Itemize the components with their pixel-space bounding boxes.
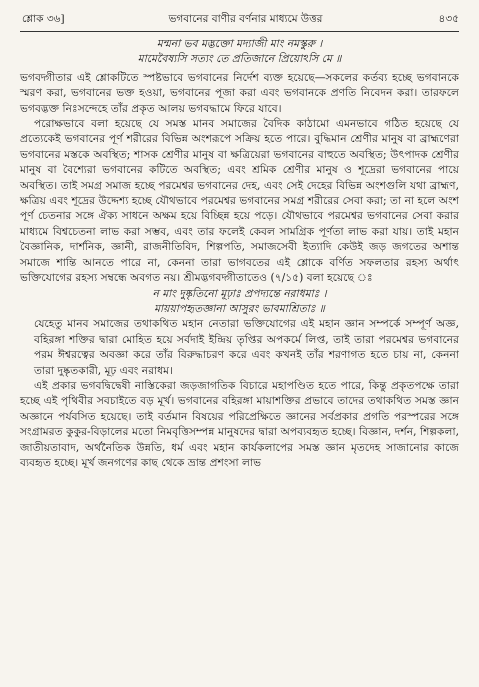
page-body (20, 36, 459, 470)
verse-line: মামেবৈষ্যসি সত্যং তে প্রতিজানে প্রিয়োঽসি মে ॥ (137, 52, 342, 66)
verse-line: মন্মনা ভব মদ্ভক্তো মদ্যাজী মাং নমস্কুরু । (156, 37, 323, 50)
verse-line: মায়য়াপহৃতজ্ঞানা আসুরং ভাবমাশ্রিতাঃ ॥ (154, 301, 325, 315)
paragraph: এই প্রকার ভগবদ্বিদ্বেষী নাস্তিকেরা জড়জাগতিক বিচারে মহাপণ্ডিত হতে পারে, কিন্তু প্রকৃতপক্ষে তারা হচ্ছে এই পৃথিবীর সবচাইতে বড় মূর্খ। ভগবানের বহিরঙ্গা মায়াশক্তির প্রভাবে তাদের তথাকথিত সমস্ত জ্ঞান অজ্ঞানে পর্যবসিত হয়েছে। তাই বর্তমান বিষয়ের পরিপ্রেক্ষিতে জ্ঞানের সর্বপ্রকার প্রগতি পরস্পরের সঙ্গে সংগ্রামরত কুকুর-বিড়ালের মতো নিমবৃত্তিসম্পন্ন মানুষদের দ্বারা অপব্যবহৃত হচ্ছে। বিজ্ঞান, দর্শন, শিল্পকলা, জাতীয়তাবাদ, অর্থনৈতিক উন্নতি, ধর্ম এবং মহান কার্যকলাপের সমস্ত জ্ঞান মৃতদেহ সাজানোর কাজে ব্যবহৃত হচ্ছে। মূর্খ জনগণের কাছ থেকে ভ্রান্ত প্রশংসা লাভ (20, 378, 459, 469)
header-divider (20, 31, 459, 32)
verse-line: ন মাং দুষ্কৃতিনো মূঢ়াঃ প্রপদ্যন্তে নরাধমাঃ । (152, 286, 327, 300)
paragraph: পরোক্ষভাবে বলা হয়েছে যে সমস্ত মানব সমাজের বৈদিক কাঠামো এমনভাবে গঠিত হয়েছে যে প্রত্যেকেই ভগবানের পূর্ণ শরীরের বিভিন্ন অংশরূপে সক্রিয় হতে পারে। বুদ্ধিমান শ্রেণীর মানুষ বা ব্রাহ্মণেরা ভগবানের মস্তকে অবস্থিত; শাসক শ্রেণীর মানুষ বা ক্ষত্রিয়েরা ভগবানের বাহুতে অবস্থিত; উৎপাদক শ্রেণীর মানুষ বা বৈশ্যেরা ভগবানের কটিতে অবস্থিত; এবং শ্রমিক শ্রেণীর মানুষ ও শূদ্রেরা ভগবানের পায়ে অবস্থিত। তাই সমগ্র সমাজ হচ্ছে পরমেশ্বর ভগবানের দেহ, এবং সেই দেহের বিভিন্ন অংশগুলি যথা ব্রাহ্মণ, ক্ষত্রিয় এবং শূদ্রের উদ্দেশ্য হচ্ছে যৌথভাবে পরমেশ্বর ভগবানের সমগ্র শরীরের সেবা করা; তা না হলে অংশ পূর্ণ চেতনার সঙ্গে ঐক্য সাধনে অক্ষম হয়ে বিচ্ছিন্ন হয়ে পড়ে। যৌথভাবে পরমেশ্বর ভগবানের সেবা করার মাধ্যমে বিশ্বচেতনা লাভ করা সম্ভব, এবং তার ফলেই কেবল সামগ্রিক পূর্ণতা লাভ করা যায়। তাই মহান বৈজ্ঞানিক, দার্শনিক, জ্ঞানী, রাজনীতিবিদ, শিল্পপতি, সমাজসেবী ইত্যাদি কেউই জড় জগতের অশান্ত সমাজে শান্তি আনতে পারে না, কেননা তারা ভাগবতের এই শ্লোকে বর্ণিত সফলতার রহস্য অর্থাৎ ভক্তিযোগের রহস্য সম্বন্ধে অবগত নয়। শ্রীমদ্ভগবদ্গীতাতেও (৭/১৫) বলা হয়েছে ঃ (20, 117, 459, 285)
running-header (22, 10, 459, 30)
chapter-title: ভগবানের বাণীর বর্ণনার মাধ্যমে উত্তর (168, 12, 323, 25)
paragraph: যেহেতু মানব সমাজের তথাকথিত মহান নেতারা ভক্তিযোগের এই মহান জ্ঞান সম্পর্কে সম্পূর্ণ অজ্ঞ, বহিরঙ্গা শক্তির দ্বারা মোহিত হয়ে সর্বদাই ইন্দ্রিয় তৃপ্তির অপকর্মে লিপ্ত, তাই তারা পরমেশ্বর ভগবানের পরম ঈশ্বরত্বের অবজ্ঞা করে তাঁর বিরুদ্ধাচরণ করে এবং কখনই তাঁর শরণাগত হতে চায় না, কেননা তারা দুষ্কৃতকারী, মূঢ় এবং নরাধম। (34, 317, 459, 377)
paragraph: ভগবদ্গীতার এই শ্লোকটিতে স্পষ্টভাবে ভগবানের নির্দেশ ব্যক্ত হয়েছে—সকলের কর্তব্য হচ্ছে ভগবানকে স্মরণ করা, ভগবানের ভক্ত হওয়া, ভগবানের পূজা করা এবং ভগবানকে প্রণতি নিবেদন করা। তারফলে ভগবদ্ভক্ত নিঃসন্দেহে তাঁর প্রকৃত আলয় ভগবদ্ধামে ফিরে যাবে। (20, 70, 459, 115)
verse-reference: শ্লোক ৩৬] (22, 12, 65, 25)
page-number: ৪৩৫ (438, 12, 459, 25)
